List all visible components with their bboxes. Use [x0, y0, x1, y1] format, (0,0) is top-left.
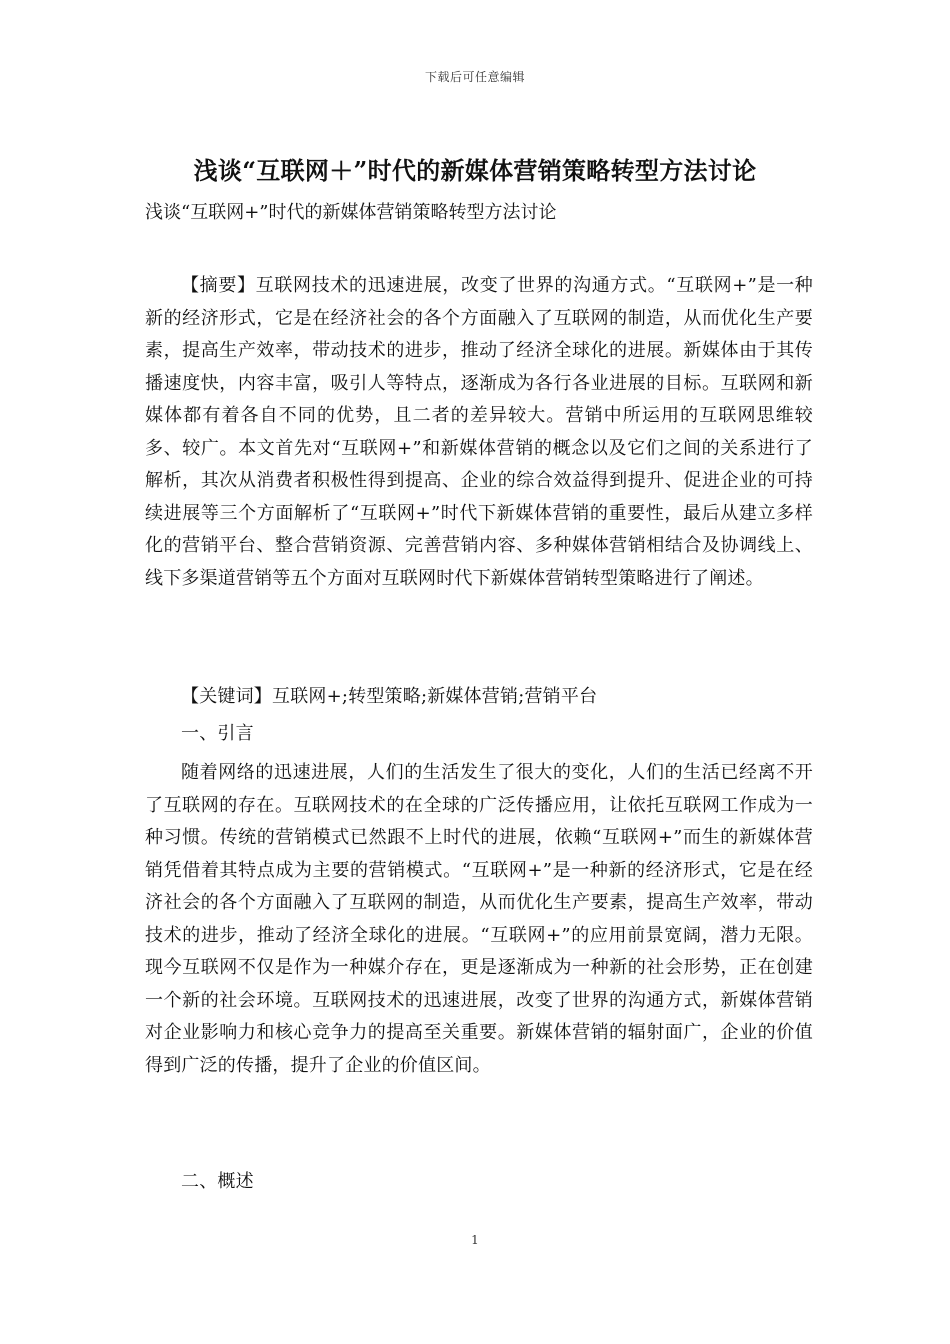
keywords-paragraph: 【关键词】互联网+;转型策略;新媒体营销;营销平台 [181, 686, 598, 707]
section-heading-overview: 二、概述 [181, 1171, 254, 1192]
introduction-paragraph: 随着网络的迅速进展，人们的生活发生了很大的变化，人们的生活已经离不开了互联网的存在。互联网技术的在全球的广泛传播应用，让依托互联网工作成为一种习惯。传统的营销模式已然跟不上时代的进展，依赖“互联网+”而生的新媒体营销凭借着其特点成为主要的营销模式。“互联网+”是一种新的经济形式，它是在经济社会的各个方面融入了互联网的制造，从而优化生产要素，提高生产效率，带动技术的进步，推动了经济全球化的进展。“互联网+”的应用前景宽阔，潜力无限。现今互联网不仅是作为一种媒介存在，更是逐渐成为一种新的社会形势，正在创建一个新的社会环境。互联网技术的迅速进展，改变了世界的沟通方式，新媒体营销对企业影响力和核心竞争力的提高至关重要。新媒体营销的辐射面广，企业的价值得到广泛的传播，提升了企业的价值区间。 [145, 762, 813, 1076]
abstract-paragraph: 【摘要】互联网技术的迅速进展，改变了世界的沟通方式。“互联网+”是一种新的经济形式，它是在经济社会的各个方面融入了互联网的制造，从而优化生产要素，提高生产效率，带动技术的进步，推动了经济全球化的进展。新媒体由于其传播速度快，内容丰富，吸引人等特点，逐渐成为各行各业进展的目标。互联网和新媒体都有着各自不同的优势，且二者的差异较大。营销中所运用的互联网思维较多、较广。本文首先对“互联网+”和新媒体营销的概念以及它们之间的关系进行了解析，其次从消费者积极性得到提高、企业的综合效益得到提升、促进企业的可持续进展等三个方面解析了“互联网+”时代下新媒体营销的重要性，最后从建立多样化的营销平台、整合营销资源、完善营销内容、多种媒体营销相结合及协调线上、线下多渠道营销等五个方面对互联网时代下新媒体营销转型策略进行了阐述。 [145, 275, 813, 589]
page-header: 下载后可任意编辑 [424, 70, 525, 84]
section-heading-introduction: 一、引言 [181, 723, 254, 744]
document-title: 浅谈“互联网＋”时代的新媒体营销策略转型方法讨论 [193, 156, 757, 185]
page-number: 1 [471, 1233, 479, 1247]
document-subtitle: 浅谈“互联网+”时代的新媒体营销策略转型方法讨论 [145, 202, 557, 223]
